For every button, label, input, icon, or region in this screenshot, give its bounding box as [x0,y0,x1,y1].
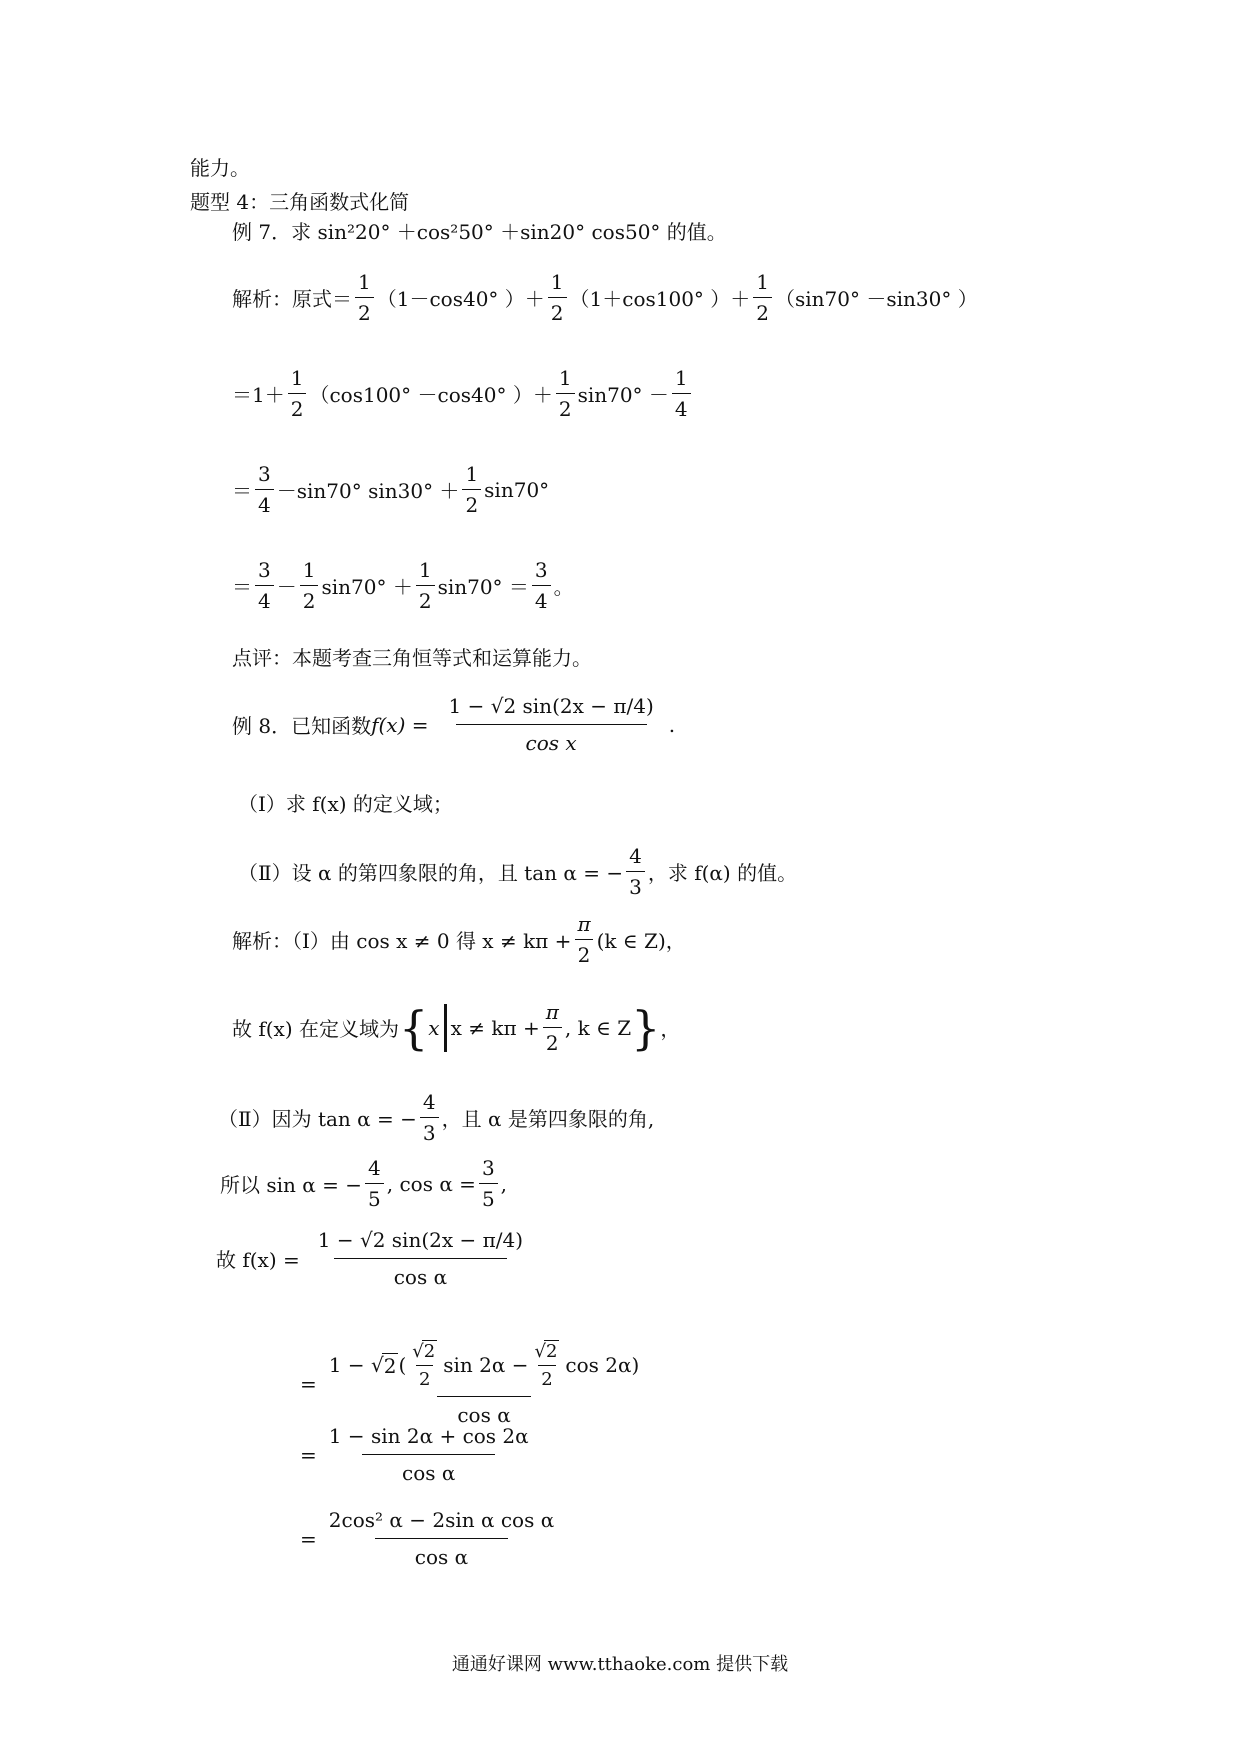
numerator: 1 − √2 sin(2x − π/4) [317,1228,524,1252]
solution-8-domain [232,1000,680,1055]
right-brace: } [631,1000,661,1055]
fraction: $\frac{1}{2}$ [753,270,772,325]
text: = [300,1371,317,1396]
text: ，且 α 是第四象限的角, [441,1107,655,1131]
text: － [276,575,297,599]
fraction: $\frac{1}{2}$ [556,366,575,421]
fraction: $\frac{1}{2}$ [416,558,435,613]
question-1: （Ⅰ）求 f(x) 的定义域； [238,792,453,816]
solution-8-part2-line3 [216,1228,536,1289]
solution-8-part2-line6 [300,1508,563,1569]
text: = [300,1526,317,1551]
set-bar [444,1004,447,1052]
question-2 [238,844,797,899]
text: x ≠ kπ + [450,1015,540,1040]
text-line: 能力。 [190,156,250,180]
text: ，求 f(α) 的值。 [647,861,798,885]
fraction: $\frac{4}{3}$ [626,844,645,899]
fraction: $\frac{3}{4}$ [532,558,551,613]
text: sin70° [484,477,550,502]
text: （sin70° －sin30° ） [775,287,978,311]
fraction: $\frac{1}{2}$ [300,558,319,613]
text: sin70° ＝ [437,575,529,599]
solution-8-part2-line2 [220,1156,507,1211]
text: x [428,1015,440,1040]
comment-7: 点评：本题考查三角恒等式和运算能力。 [232,646,592,670]
numerator: 1 − sin 2α + cos 2α [328,1424,529,1448]
fraction: $\frac{1}{4}$ [672,366,691,421]
text: （1－cos40° ）＋ [376,287,545,311]
numerator: 1 − √ 2 ( $\frac{√2}{2}$ sin 2α − $\frac{√2}{2}$ cos 2α) [328,1341,640,1390]
section-heading: 题型 4：三角函数式化简 [190,190,410,214]
solution-7-line-1 [232,270,978,325]
solution-8-part2-line4 [300,1340,648,1427]
solution-7-line-2 [232,366,694,421]
text: 故 f(x) 在定义域为 [232,1017,400,1041]
fraction: $\frac{1 - √2 \sin(2x - \pi/4)}{\text{cos x}}$ [448,694,654,755]
fraction [323,1508,560,1569]
text: (k ∈ Z)， [596,929,686,953]
text: ， [660,1017,681,1041]
fraction: $\frac{\pi}{2}$ [543,1000,562,1055]
solution-8-line-1 [232,912,686,967]
fraction: $\frac{1}{2}$ [355,270,374,325]
text: 故 f(x) = [216,1248,300,1272]
text: －sin70° sin30° ＋ [276,479,460,503]
text: 。 [553,575,574,599]
text: 解析：（Ⅰ）由 cos x ≠ 0 得 x ≠ kπ + [232,929,572,953]
text: （1＋cos100° ）＋ [569,287,751,311]
text: = [300,1442,317,1467]
text: , k ∈ Z [564,1015,632,1040]
fraction: $\frac{3}{5}$ [479,1156,498,1211]
text: （Ⅱ）因为 tan α = − [218,1107,417,1131]
denominator: cos α [437,1396,530,1427]
text: . [668,712,676,737]
text: （cos100° －cos40° ）＋ [309,383,553,407]
fraction: $\frac{1}{2}$ [288,366,307,421]
solution-8-part2-line5 [300,1424,538,1485]
fraction [308,1228,533,1289]
fraction: $\frac{4}{3}$ [420,1090,439,1145]
text: ＝ [232,479,252,503]
solution-7-line-4 [232,558,574,613]
text: 解析：原式＝ [232,287,352,311]
fraction: $\frac{3}{4}$ [255,558,274,613]
denominator: cos α [375,1538,508,1569]
fraction: $\frac{\pi}{2}$ [574,912,593,967]
left-brace: { [399,1000,429,1055]
text: （Ⅱ）设 α 的第四象限的角，且 tan α = − [238,861,624,885]
fraction: $\frac{3}{4}$ [255,462,274,517]
text: 例 8．已知函数 [232,714,372,738]
fraction: $\frac{4}{5}$ [365,1156,384,1211]
text: sin70° － [577,383,669,407]
text: , cos α = [386,1171,476,1196]
text: ＝ [232,575,252,599]
denominator: cos α [362,1454,495,1485]
fraction: $\frac{1}{2}$ [548,270,567,325]
text: f(x) = [371,712,429,737]
text: sin70° ＋ [321,575,413,599]
text: , [500,1171,508,1196]
solution-8-part2-line1 [218,1090,654,1145]
example-7: 例 7．求 sin²20° ＋cos²50° ＋sin20° cos50° 的值。 [232,220,727,244]
numerator: 2cos² α − 2sin α cos α [328,1508,555,1532]
fraction [323,1424,535,1485]
denominator: cos α [334,1258,507,1289]
text: 所以 sin α = − [220,1173,362,1197]
footer-note: 通通好课网 www.tthaoke.com 提供下载 [451,1654,789,1675]
fraction: $\frac{1}{2}$ [462,462,481,517]
solution-7-line-3 [232,462,549,517]
example-8 [232,694,675,755]
text: ＝1＋ [232,383,285,407]
fraction [323,1340,646,1427]
